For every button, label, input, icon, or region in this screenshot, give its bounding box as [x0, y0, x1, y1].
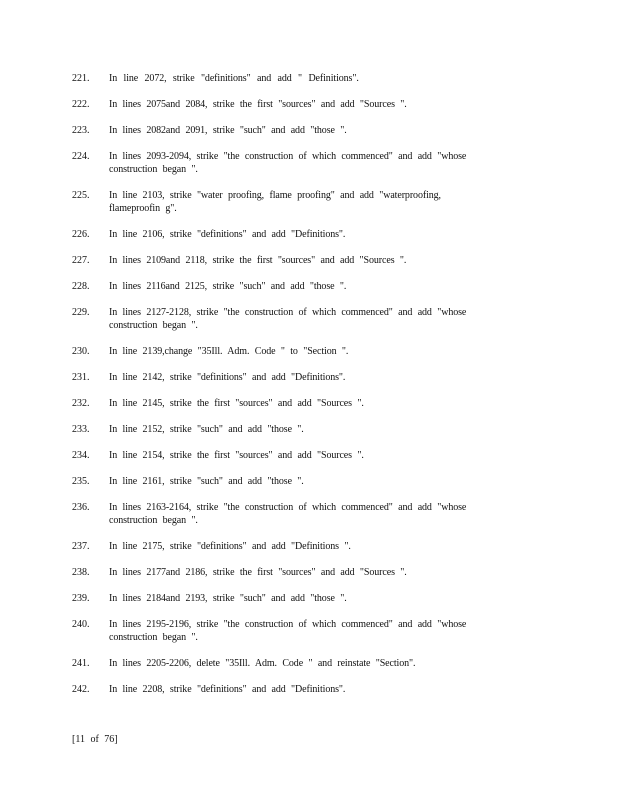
amendment-item [72, 592, 512, 605]
item-text-line: construction began ". [109, 164, 198, 175]
amendment-item [72, 306, 512, 332]
item-number: 242. [72, 684, 90, 695]
item-number: 241. [72, 658, 90, 669]
item-text-line: In line 2142, strike "definitions" and add "Definitions". [109, 372, 346, 383]
item-text [109, 150, 512, 176]
item-number: 236. [72, 502, 90, 513]
item-number: 240. [72, 619, 90, 630]
item-text-line: In lines 2116and 2125, strike "such" and add "those ". [109, 281, 347, 292]
item-number: 228. [72, 281, 90, 292]
item-number: 231. [72, 372, 90, 383]
amendment-item [72, 566, 512, 579]
item-number: 234. [72, 450, 90, 461]
amendment-item [72, 475, 512, 488]
item-text [109, 254, 512, 267]
item-text [109, 592, 512, 605]
item-text [109, 280, 512, 293]
amendment-item [72, 98, 512, 111]
amendment-item [72, 449, 512, 462]
item-number: 237. [72, 541, 90, 552]
item-number: 227. [72, 255, 90, 266]
amendment-item [72, 371, 512, 384]
item-text-line: construction began ". [109, 515, 198, 526]
item-number: 221. [72, 73, 90, 84]
item-text [109, 124, 512, 137]
amendment-item [72, 150, 512, 176]
amendment-item [72, 228, 512, 241]
item-text-line: In lines 2082and 2091, strike "such" and add "those ". [109, 125, 347, 136]
item-text [109, 540, 512, 553]
item-text [109, 683, 512, 696]
item-text-line: In line 2152, strike "such" and add "those ". [109, 424, 304, 435]
item-text-line: In lines 2177and 2186, strike the first "sources" and add "Sources ". [109, 567, 407, 578]
item-text-line: In line 2161, strike "such" and add "those ". [109, 476, 304, 487]
item-number: 222. [72, 99, 90, 110]
item-number: 223. [72, 125, 90, 136]
item-text [109, 228, 512, 241]
item-text [109, 501, 512, 527]
amendment-item [72, 618, 512, 644]
item-text [109, 371, 512, 384]
amendment-item [72, 124, 512, 137]
item-text-line: In line 2103, strike "water proofing, flame proofing" and add "waterproofing, [109, 190, 441, 201]
item-text-line: In line 2106, strike "definitions" and add "Definitions". [109, 229, 346, 240]
item-number: 232. [72, 398, 90, 409]
item-text-line: construction began ". [109, 320, 198, 331]
page-number-footer: [11 of 76] [72, 734, 118, 745]
item-text-line: construction began ". [109, 632, 198, 643]
item-text-line: In lines 2093-2094, strike "the construction of which commenced" and add "whose [109, 151, 467, 162]
item-text-line: In lines 2127-2128, strike "the construction of which commenced" and add "whose [109, 307, 467, 318]
item-text [109, 397, 512, 410]
item-text [109, 98, 512, 111]
item-text-line: In lines 2075and 2084, strike the first "sources" and add "Sources ". [109, 99, 407, 110]
amendment-item [72, 683, 512, 696]
amendment-item [72, 423, 512, 436]
amendment-item [72, 345, 512, 358]
item-number: 225. [72, 190, 90, 201]
item-text-line: In line 2154, strike the first "sources" and add "Sources ". [109, 450, 364, 461]
item-text-line: In lines 2205-2206, delete "35Ill. Adm. Code " and reinstate "Section". [109, 658, 416, 669]
item-text [109, 189, 512, 215]
item-number: 229. [72, 307, 90, 318]
item-number: 230. [72, 346, 90, 357]
item-text-line: In lines 2109and 2118, strike the first "sources" and add "Sources ". [109, 255, 407, 266]
amendment-item [72, 397, 512, 410]
item-text-line: In line 2175, strike "definitions" and add "Definitions ". [109, 541, 351, 552]
amendment-item [72, 189, 512, 215]
item-text [109, 345, 512, 358]
item-text [109, 423, 512, 436]
item-text [109, 475, 512, 488]
item-number: 224. [72, 151, 90, 162]
amendment-item [72, 657, 512, 670]
item-number: 238. [72, 567, 90, 578]
item-number: 235. [72, 476, 90, 487]
item-text-line: In line 2139,change "35Ill. Adm. Code " to "Section ". [109, 346, 349, 357]
item-number: 233. [72, 424, 90, 435]
amendment-item [72, 254, 512, 267]
item-text [109, 566, 512, 579]
item-text [109, 657, 512, 670]
item-number: 239. [72, 593, 90, 604]
amendment-list [72, 72, 512, 709]
item-text-line: In lines 2163-2164, strike "the construction of which commenced" and add "whose [109, 502, 467, 513]
item-text [109, 449, 512, 462]
item-text [109, 306, 512, 332]
item-text-line: In lines 2184and 2193, strike "such" and add "those ". [109, 593, 347, 604]
item-text-line: In lines 2195-2196, strike "the construction of which commenced" and add "whose [109, 619, 467, 630]
amendment-item [72, 540, 512, 553]
item-text: In line 2072, strike "definitions" and add " Definitions". [109, 73, 359, 84]
amendment-item [72, 280, 512, 293]
item-text-line: In line 2208, strike "definitions" and add "Definitions". [109, 684, 346, 695]
item-text [109, 618, 512, 644]
item-text-line: flameproofin g". [109, 203, 177, 214]
amendment-item [72, 501, 512, 527]
item-text-line: In line 2145, strike the first "sources" and add "Sources ". [109, 398, 364, 409]
item-number: 226. [72, 229, 90, 240]
amendment-item [72, 72, 512, 85]
